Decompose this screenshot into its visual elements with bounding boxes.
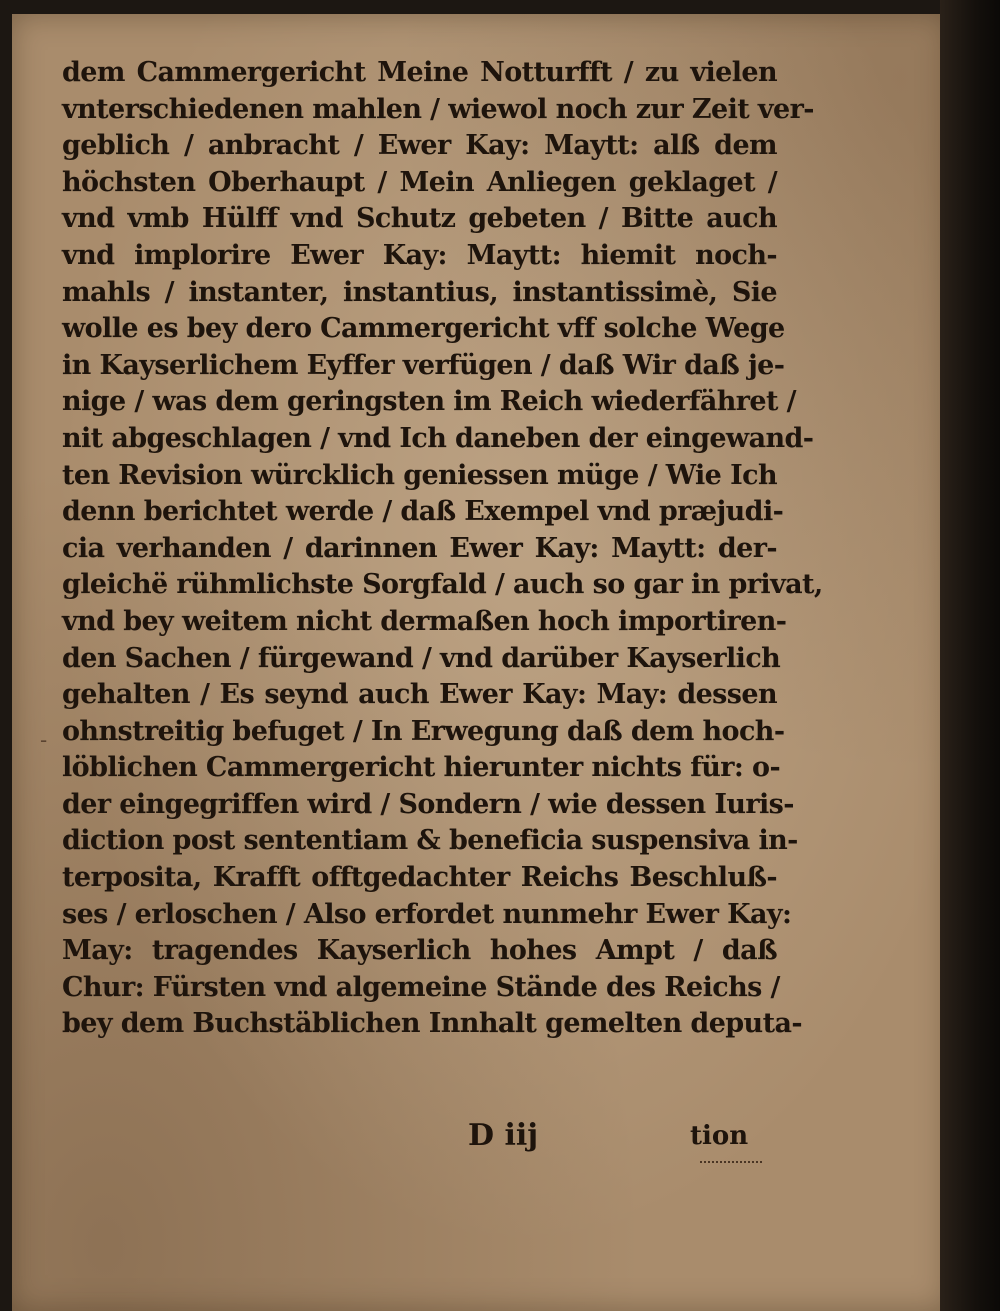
text-line: wolle es bey dero Cammergericht vff solche Wege [62,313,785,345]
text-line: nige / was dem geringsten im Reich wiederfähret / [62,386,796,418]
binding-shadow [940,0,1000,1311]
text-line: cia verhanden / darinnen Ewer Kay: Maytt: der- [62,532,777,564]
text-line: ohnstreitig befuget / In Erwegung daß dem hoch- [62,715,785,747]
text-line: löblichen Cammergericht hierunter nichts für: o- [62,752,781,784]
body-text [62,55,823,1043]
catchword-underline [700,1161,762,1163]
text-line: gehalten / Es seynd auch Ewer Kay: May: dessen [62,679,777,711]
signature-mark: D iij [468,1118,539,1153]
text-line: denn berichtet werde / daß Exempel vnd præjudi- [62,496,784,528]
text-line: in Kayserlichem Eyffer verfügen / daß Wir daß je- [62,349,785,381]
text-line: Chur: Fürsten vnd algemeine Stände des Reichs / [62,971,780,1003]
text-line: der eingegriffen wird / Sondern / wie dessen Iuris- [62,788,794,820]
text-line: nit abgeschlagen / vnd Ich daneben der eingewand- [62,422,814,454]
text-line: vnterschiedenen mahlen / wiewol noch zur Zeit ver- [62,93,814,125]
text-line: gleichë rühmlichste Sorgfald / auch so gar in privat, [62,569,823,601]
text-line: dem Cammergericht Meine Notturfft / zu vielen [62,57,777,88]
text-line: ten Revision würcklich geniessen müge / Wie Ich [62,459,777,491]
text-line: bey dem Buchstäblichen Innhalt gemelten deputa- [62,1008,802,1040]
text-line: mahls / instanter, instantius, instantissimè, Sie [62,276,777,308]
text-line: ses / erloschen / Also erfordet nunmehr Ewer Kay: [62,898,792,930]
text-line: geblich / anbracht / Ewer Kay: Maytt: alß dem [62,130,777,162]
text-line: diction post sententiam & beneficia suspensiva in- [62,825,798,857]
text-line: vnd implorire Ewer Kay: Maytt: hiemit noch- [62,239,777,271]
margin-mark: - [40,728,48,752]
text-line: vnd vmb Hülff vnd Schutz gebeten / Bitte auch [62,203,777,235]
text-line: vnd bey weitem nicht dermaßen hoch importiren- [62,605,787,637]
text-line: terposita, Krafft offtgedachter Reichs Beschluß- [62,862,777,894]
catchword: tion [690,1121,749,1151]
text-line: May: tragendes Kayserlich hohes Ampt / daß [62,935,777,967]
text-line: den Sachen / fürgewand / vnd darüber Kayserlich [62,642,781,674]
text-line: höchsten Oberhaupt / Mein Anliegen geklaget / [62,166,777,198]
